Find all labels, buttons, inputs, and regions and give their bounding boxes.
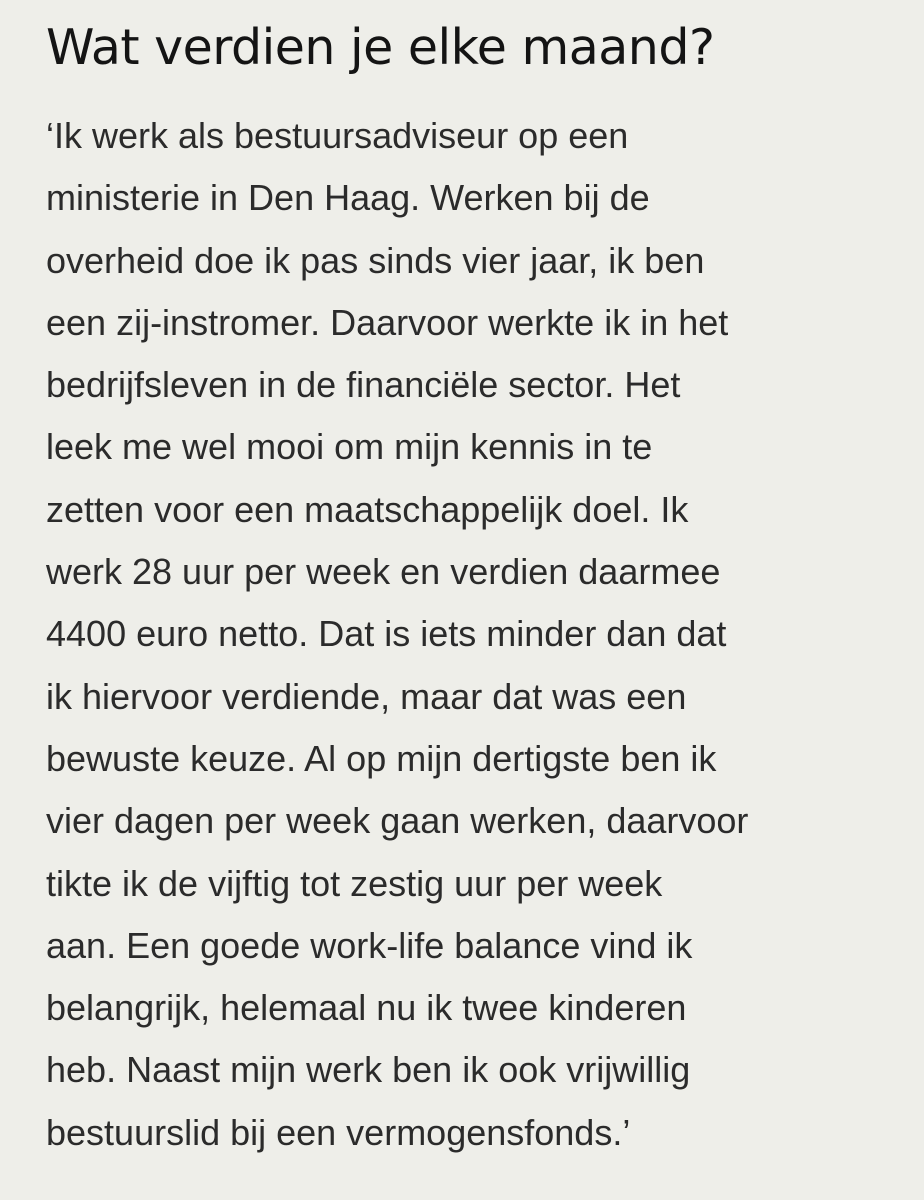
article — [46, 0, 906, 1164]
paragraph-line: leek me wel mooi om mijn kennis in te — [46, 426, 653, 468]
paragraph-line: tikte ik de vijftig tot zestig uur per week — [46, 862, 663, 904]
paragraph-line: heb. Naast mijn werk ben ik ook vrijwillig — [46, 1049, 691, 1091]
paragraph-line: aan. Een goede work-life balance vind ik — [46, 924, 693, 966]
paragraph-line: bestuurslid bij een vermogensfonds.’ — [46, 1111, 631, 1153]
paragraph-line: werk 28 uur per week en verdien daarmee — [46, 551, 721, 593]
article-paragraph — [46, 105, 906, 1164]
paragraph-line: vier dagen per week gaan werken, daarvoor — [46, 800, 749, 842]
paragraph-line: 4400 euro netto. Dat is iets minder dan dat — [46, 613, 727, 655]
paragraph-line: belangrijk, helemaal nu ik twee kinderen — [46, 987, 687, 1029]
paragraph-line: een zij-instromer. Daarvoor werkte ik in het — [46, 301, 729, 343]
paragraph-line: overheid doe ik pas sinds vier jaar, ik ben — [46, 239, 705, 281]
paragraph-line: ‘Ik werk als bestuursadviseur op een — [46, 115, 629, 156]
paragraph-line: ik hiervoor verdiende, maar dat was een — [46, 675, 687, 717]
paragraph-line: ministerie in Den Haag. Werken bij de — [46, 177, 650, 219]
paragraph-line: bewuste keuze. Al op mijn dertigste ben ik — [46, 737, 717, 779]
paragraph-line: zetten voor een maatschappelijk doel. Ik — [46, 488, 689, 530]
paragraph-line: bedrijfsleven in de financiële sector. Het — [46, 364, 681, 406]
section-heading: Wat verdien je elke maand? — [46, 19, 715, 76]
